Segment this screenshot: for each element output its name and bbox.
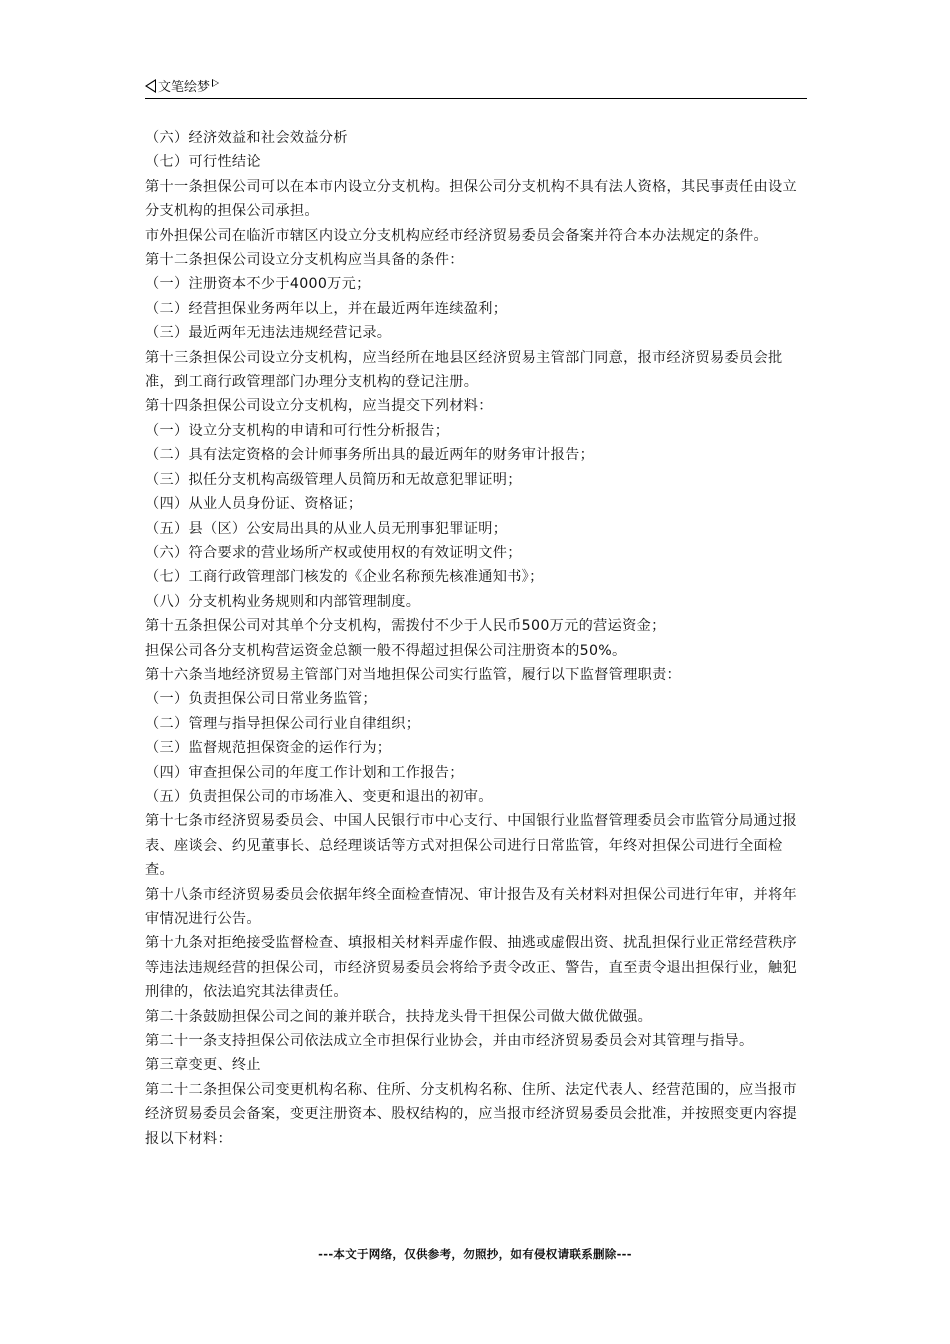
right-triangle-icon [212,79,219,87]
page-footer: ---本文于网络，仅供参考，勿照抄，如有侵权请联系删除--- [318,1247,632,1261]
paragraph: （二）管理与指导担保公司行业自律组织； [145,715,421,732]
paragraph: 第二十条鼓励担保公司之间的兼并联合，扶持龙头骨干担保公司做大做优做强。 [145,1008,653,1025]
paragraph: 第十六条当地经济贸易主管部门对当地担保公司实行监管，履行以下监督管理职责： [145,666,682,683]
paragraph: （四）从业人员身份证、资格证； [145,496,363,513]
paragraph: （六）经济效益和社会效益分析 [145,130,348,146]
paragraph: 市外担保公司在临沂市辖区内设立分支机构应经市经济贸易委员会备案并符合本办法规定的条件。 [145,227,768,244]
header-brand [145,76,219,95]
paragraph: （三）拟任分支机构高级管理人员简历和无故意犯罪证明； [145,471,522,488]
paragraph: （一）设立分支机构的申请和可行性分析报告； [145,422,450,439]
paragraph: （一）注册资本不少于4000万元； [145,276,371,293]
paragraph: 第十七条市经济贸易委员会、中国人民银行市中心支行、中国银行业监督管理委员会市监管分局通过报表、座谈会、约见董事长、总经理谈话等方式对担保公司进行日常监管，年终对担保公司进行全面检查。 [145,813,797,879]
paragraph: （四）审查担保公司的年度工作计划和工作报告； [145,764,464,781]
document-body [145,126,810,1151]
paragraph: 第十八条市经济贸易委员会依据年终全面检查情况、审计报告及有关材料对担保公司进行年审，并将年审情况进行公告。 [145,886,797,927]
paragraph: （六）符合要求的营业场所产权或使用权的有效证明文件； [145,544,522,561]
header-title: 文笔绘梦 [158,80,211,95]
paragraph: 第十一条担保公司可以在本市内设立分支机构。担保公司分支机构不具有法人资格，其民事责任由设立分支机构的担保公司承担。 [145,178,797,220]
paragraph: （五）县（区）公安局出具的从业人员无刑事犯罪证明； [145,520,508,537]
paragraph: （三）监督规范担保资金的运作行为； [145,740,392,757]
paragraph: 担保公司各分支机构营运资金总额一般不得超过担保公司注册资本的50%。 [145,642,627,659]
page-header [145,74,807,99]
paragraph: （三）最近两年无违法违规经营记录。 [145,325,392,342]
paragraph: （一）负责担保公司日常业务监管； [145,691,377,708]
paragraph: 第十五条担保公司对其单个分支机构，需拨付不少于人民币500万元的营运资金； [145,618,666,635]
paragraph: （二）具有法定资格的会计师事务所出具的最近两年的财务审计报告； [145,447,595,464]
left-triangle-icon [145,79,156,93]
paragraph: （五）负责担保公司的市场准入、变更和退出的初审。 [145,788,493,805]
chapter-heading: 第三章变更、终止 [145,1057,261,1074]
paragraph: 第十四条担保公司设立分支机构，应当提交下列材料： [145,398,493,415]
paragraph: 第二十二条担保公司变更机构名称、住所、分支机构名称、住所、法定代表人、经营范围的，应当报市经济贸易委员会备案，变更注册资本、股权结构的，应当报市经济贸易委员会批准，并按照变更内容提报以下材料： [145,1081,797,1147]
paragraph: （七）可行性结论 [145,154,261,171]
paragraph: 第十九条对拒绝接受监督检查、填报相关材料弄虚作假、抽逃或虚假出资、扰乱担保行业正常经营秩序等违法违规经营的担保公司，市经济贸易委员会将给予责令改正、警告，直至责令退出担保行业，触犯刑律的，依法追究其法律责任。 [145,935,797,1001]
paragraph: 第二十一条支持担保公司依法成立全市担保行业协会，并由市经济贸易委员会对其管理与指导。 [145,1033,754,1050]
paragraph: （七）工商行政管理部门核发的《企业名称预先核准通知书》； [145,569,544,586]
paragraph: 第十三条担保公司设立分支机构，应当经所在地县区经济贸易主管部门同意，报市经济贸易委员会批准，到工商行政管理部门办理分支机构的登记注册。 [145,349,783,391]
paragraph: 第十二条担保公司设立分支机构应当具备的条件： [145,252,464,269]
paragraph: （二）经营担保业务两年以上，并在最近两年连续盈利； [145,300,508,317]
paragraph: （八）分支机构业务规则和内部管理制度。 [145,593,421,610]
